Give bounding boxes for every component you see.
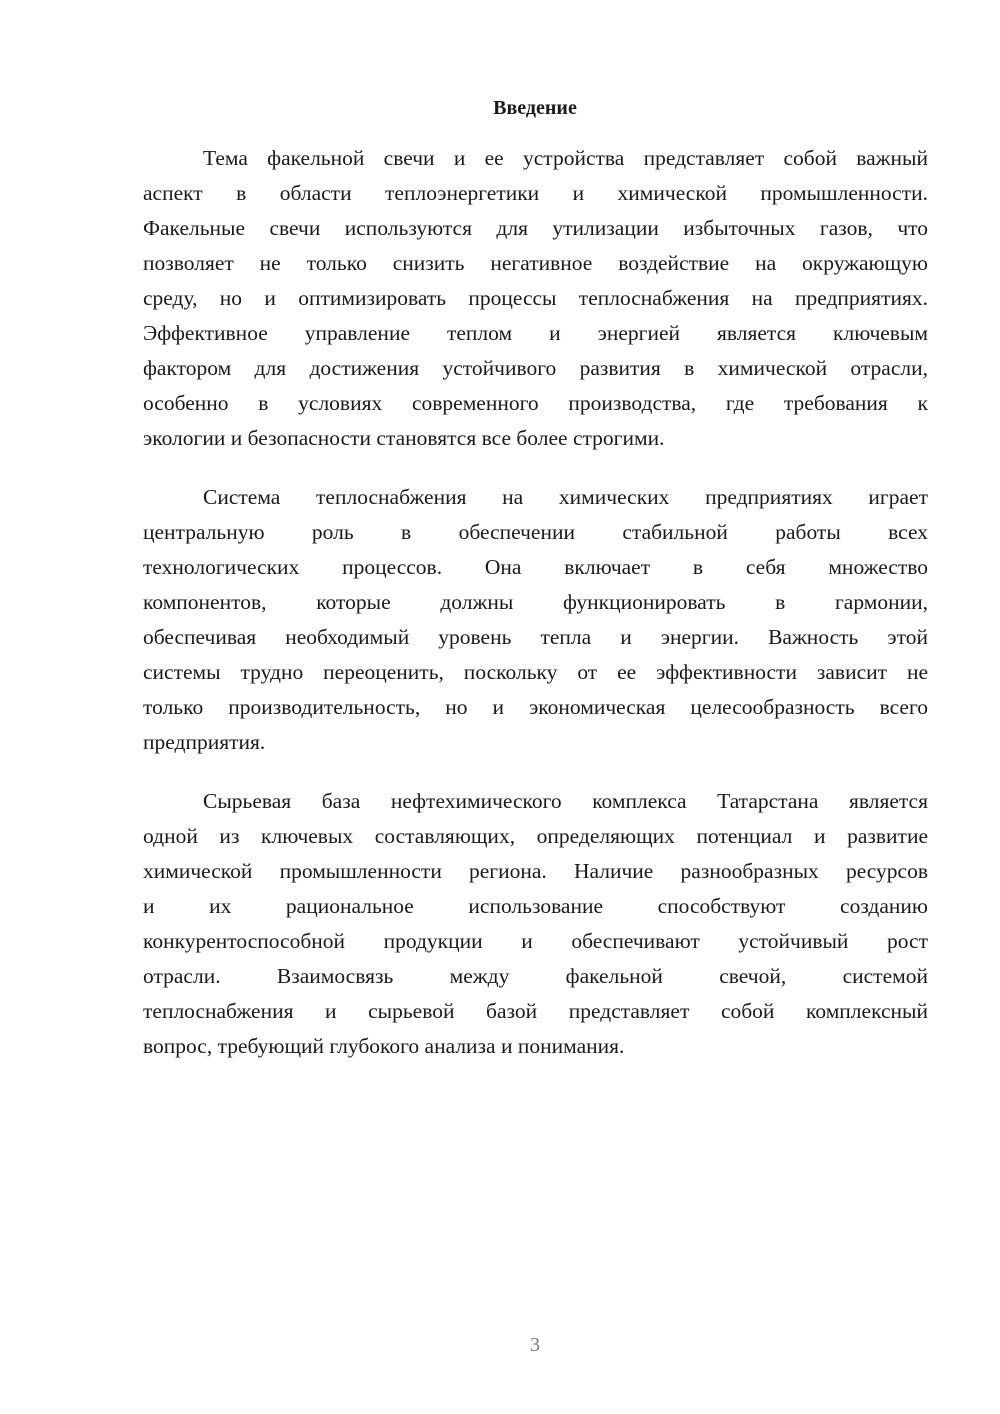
text-line: технологических процессов. Она включает в себя множество bbox=[143, 555, 928, 579]
text-line: позволяет не только снизить негативное воздействие на окружающую bbox=[143, 251, 928, 275]
text-line: отрасли. Взаимосвязь между факельной свечой, системой bbox=[143, 964, 928, 988]
paragraph-2 bbox=[143, 480, 928, 760]
text-line: предприятия. bbox=[143, 730, 266, 754]
text-line: обеспечивая необходимый уровень тепла и энергии. Важность этой bbox=[143, 625, 928, 649]
text-line: особенно в условиях современного производства, где требования к bbox=[143, 391, 928, 415]
page-number: 3 bbox=[530, 1334, 540, 1356]
text-line: аспект в области теплоэнергетики и химической промышленности. bbox=[143, 181, 928, 205]
section-title: Введение bbox=[493, 97, 577, 119]
text-line: химической промышленности региона. Наличие разнообразных ресурсов bbox=[143, 859, 928, 883]
text-line: среду, но и оптимизировать процессы теплоснабжения на предприятиях. bbox=[143, 286, 928, 310]
text-line: Тема факельной свечи и ее устройства представляет собой важный bbox=[203, 146, 928, 170]
text-line: вопрос, требующий глубокого анализа и понимания. bbox=[143, 1034, 625, 1058]
text-line: Система теплоснабжения на химических предприятиях играет bbox=[203, 485, 928, 509]
text-line: системы трудно переоценить, поскольку от ее эффективности зависит не bbox=[143, 660, 928, 684]
paragraph-1 bbox=[143, 141, 928, 456]
text-line: и их рациональное использование способствуют созданию bbox=[143, 894, 928, 918]
text-line: центральную роль в обеспечении стабильной работы всех bbox=[143, 520, 928, 544]
text-line: компонентов, которые должны функционировать в гармонии, bbox=[143, 590, 928, 614]
text-line: теплоснабжения и сырьевой базой представляет собой комплексный bbox=[143, 999, 928, 1023]
paragraph-3 bbox=[143, 784, 928, 1064]
text-line: только производительность, но и экономическая целесообразность всего bbox=[143, 695, 928, 719]
text-line: фактором для достижения устойчивого развития в химической отрасли, bbox=[143, 356, 928, 380]
text-line: конкурентоспособной продукции и обеспечивают устойчивый рост bbox=[143, 929, 928, 953]
text-line: Факельные свечи используются для утилизации избыточных газов, что bbox=[143, 216, 928, 240]
text-line: одной из ключевых составляющих, определяющих потенциал и развитие bbox=[143, 824, 928, 848]
text-line: Сырьевая база нефтехимического комплекса Татарстана является bbox=[203, 789, 928, 813]
text-line: экологии и безопасности становятся все более строгими. bbox=[143, 426, 665, 450]
text-line: Эффективное управление теплом и энергией является ключевым bbox=[143, 321, 928, 345]
